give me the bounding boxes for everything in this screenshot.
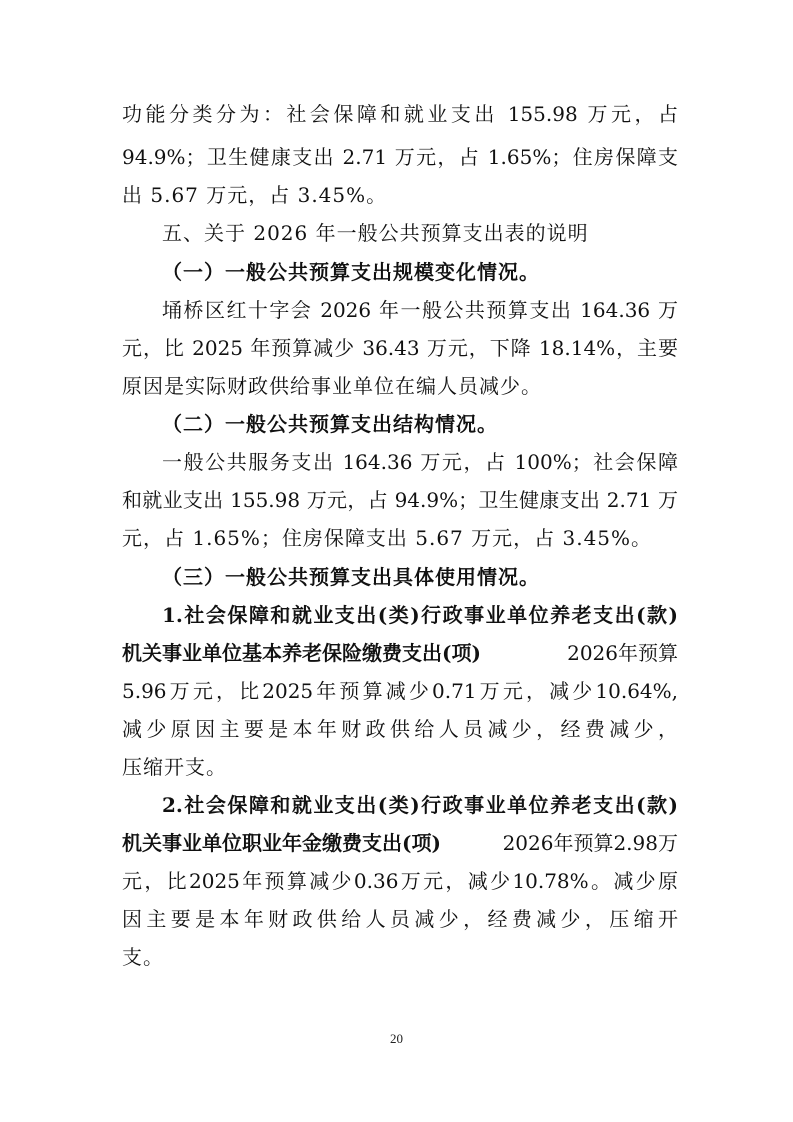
text-span: 2026年预算 — [567, 641, 678, 665]
item-heading-cont: 机关事业单位职业年金缴费支出(项) — [122, 831, 441, 855]
subsection-heading: （一）一般公共预算支出规模变化情况。 — [162, 260, 540, 284]
subsection-heading: （二）一般公共预算支出结构情况。 — [162, 412, 498, 436]
page-number: 20 — [390, 1031, 403, 1046]
text-line: 元，比 2025 年预算减少 36.43 万元，下降 18.14%，主要 — [122, 336, 678, 360]
text-line: 原因是实际财政供给事业单位在编人员减少。 — [122, 374, 542, 398]
text-line: 和就业支出 155.98 万元，占 94.9%；卫生健康支出 2.71 万 — [122, 488, 678, 512]
text-line — [122, 639, 678, 667]
text-line — [122, 829, 678, 857]
text-line: 减少原因主要是本年财政供给人员减少，经费减少， — [122, 717, 678, 741]
text-line: 出 5.67 万元，占 3.45%。 — [122, 183, 388, 207]
text-line: 埇桥区红十字会 2026 年一般公共预算支出 164.36 万 — [162, 298, 678, 322]
section-heading: 五、关于 2026 年一般公共预算支出表的说明 — [162, 221, 589, 245]
item-heading: 2.社会保障和就业支出(类)行政事业单位养老支出(款) — [162, 793, 678, 817]
text-line: 元，占 1.65%；住房保障支出 5.67 万元，占 3.45%。 — [122, 526, 653, 550]
subsection-heading: （三）一般公共预算支出具体使用情况。 — [162, 565, 540, 589]
text-line: 压缩开支。 — [122, 755, 227, 779]
text-line: 因主要是本年财政供给人员减少，经费减少，压缩开 — [122, 907, 678, 931]
text-line: 一般公共服务支出 164.36 万元，占 100%；社会保障 — [162, 450, 678, 474]
text-line: 功能分类分为：社会保障和就业支出 155.98 万元，占 — [122, 102, 678, 126]
text-line: 支。 — [122, 945, 164, 969]
item-heading: 1.社会保障和就业支出(类)行政事业单位养老支出(款) — [162, 603, 678, 627]
text-line: 94.9%；卫生健康支出 2.71 万元，占 1.65%；住房保障支 — [122, 145, 678, 169]
text-line: 元，比2025年预算减少0.36万元，减少10.78%。减少原 — [122, 869, 678, 893]
text-span: 2026年预算2.98万 — [502, 831, 678, 855]
item-heading-cont: 机关事业单位基本养老保险缴费支出(项) — [122, 641, 481, 665]
text-line: 5.96万元，比2025年预算减少0.71万元，减少10.64%, — [122, 679, 678, 703]
